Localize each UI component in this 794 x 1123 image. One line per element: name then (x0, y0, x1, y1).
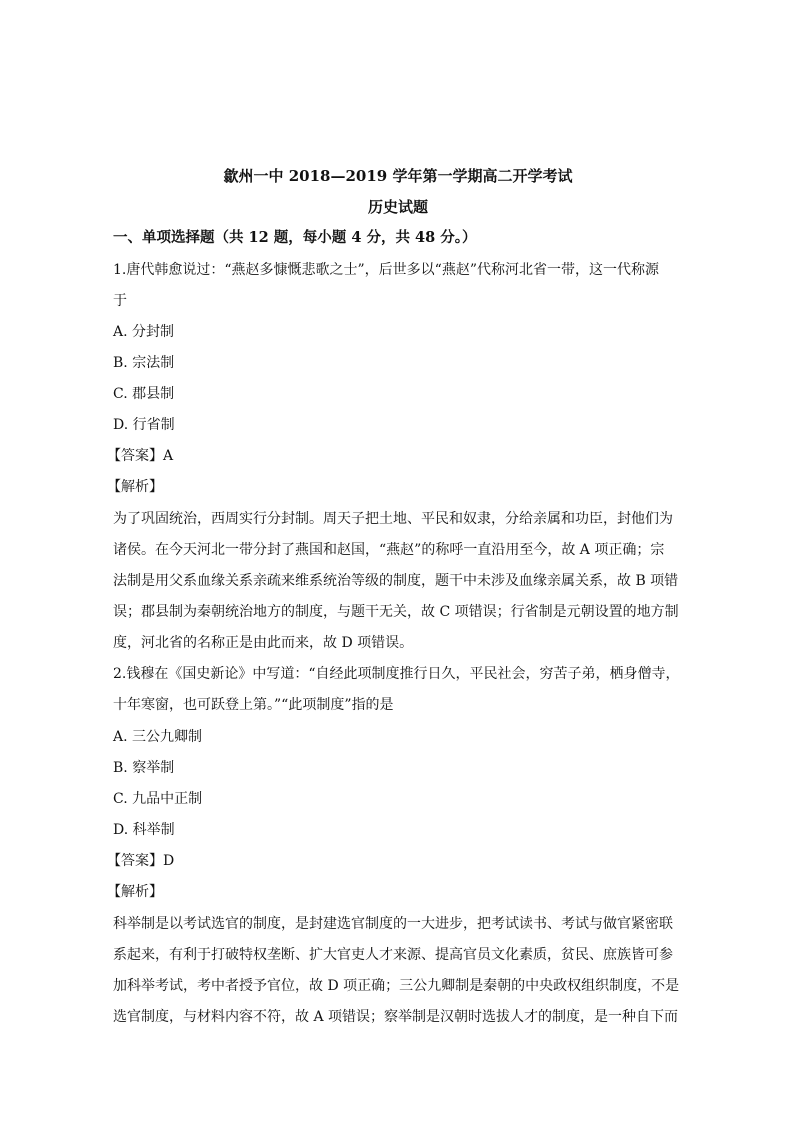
question-2-analysis-line-4: 选官制度，与材料内容不符，故 A 项错误；察举制是汉朝时选拔人才的制度，是一种自下而 (113, 1009, 679, 1025)
question-2-option-a: A. 三公九卿制 (113, 729, 203, 745)
question-1-option-c: C. 郡县制 (113, 386, 175, 402)
exam-title: 歙州一中 2018—2019 学年第一学期高二开学考试 (223, 167, 573, 185)
question-2-option-b: B. 察举制 (113, 760, 175, 776)
question-2-analysis-line-1: 科举制是以考试选官的制度，是封建选官制度的一大进步，把考试读书、考试与做官紧密联 (113, 916, 673, 932)
question-1-analysis-line-4: 误；郡县制为秦朝统治地方的制度，与题干无关，故 C 项错误；行省制是元朝设置的地方制 (113, 604, 679, 620)
question-2-stem-line-1: 2.钱穆在《国史新论》中写道：“自经此项制度推行日久，平民社会，穷苦子弟，栖身僧寺， (113, 666, 680, 682)
question-1-option-d: D. 行省制 (113, 417, 175, 433)
question-1-answer: 【答案】A (107, 448, 174, 464)
question-2-answer: 【答案】D (107, 853, 175, 869)
question-1-option-a: A. 分封制 (113, 324, 175, 340)
question-2-option-d: D. 科举制 (113, 822, 175, 838)
question-1-analysis-label: 【解析】 (107, 479, 163, 495)
exam-subtitle: 历史试题 (367, 198, 428, 216)
question-1-stem-line-1: 1.唐代韩愈说过：“燕赵多慷慨悲歌之士”，后世多以“燕赵”代称河北省一带，这一代称源 (113, 262, 659, 278)
question-1-analysis-line-1: 为了巩固统治，西周实行分封制。周天子把土地、平民和奴隶，分给亲属和功臣，封他们为 (113, 511, 673, 527)
question-2-option-c: C. 九品中正制 (113, 791, 203, 807)
question-1-analysis-line-3: 法制是用父系血缘关系亲疏来维系统治等级的制度，题干中未涉及血缘亲属关系，故 B 项错 (113, 573, 679, 589)
question-2-analysis-line-2: 系起来，有利于打破特权垄断、扩大官吏人才来源、提高官员文化素质，贫民、庶族皆可参 (113, 947, 673, 963)
question-2-analysis-line-3: 加科举考试，考中者授予官位，故 D 项正确；三公九卿制是秦朝的中央政权组织制度，不是 (113, 978, 680, 994)
question-1-analysis-line-2: 诸侯。在今天河北一带分封了燕国和赵国，“燕赵”的称呼一直沿用至今，故 A 项正确；宗 (113, 542, 665, 558)
question-1-analysis-line-5: 度，河北省的名称正是由此而来，故 D 项错误。 (113, 635, 414, 651)
question-2-stem-line-2: 十年寒窗，也可跃登上第。”“此项制度”指的是 (113, 697, 394, 713)
section-heading: 一、单项选择题（共 12 题，每小题 4 分，共 48 分。） (113, 229, 477, 246)
question-2-analysis-label: 【解析】 (107, 884, 163, 900)
question-1-stem-line-2: 于 (113, 293, 127, 309)
question-1-option-b: B. 宗法制 (113, 355, 175, 371)
